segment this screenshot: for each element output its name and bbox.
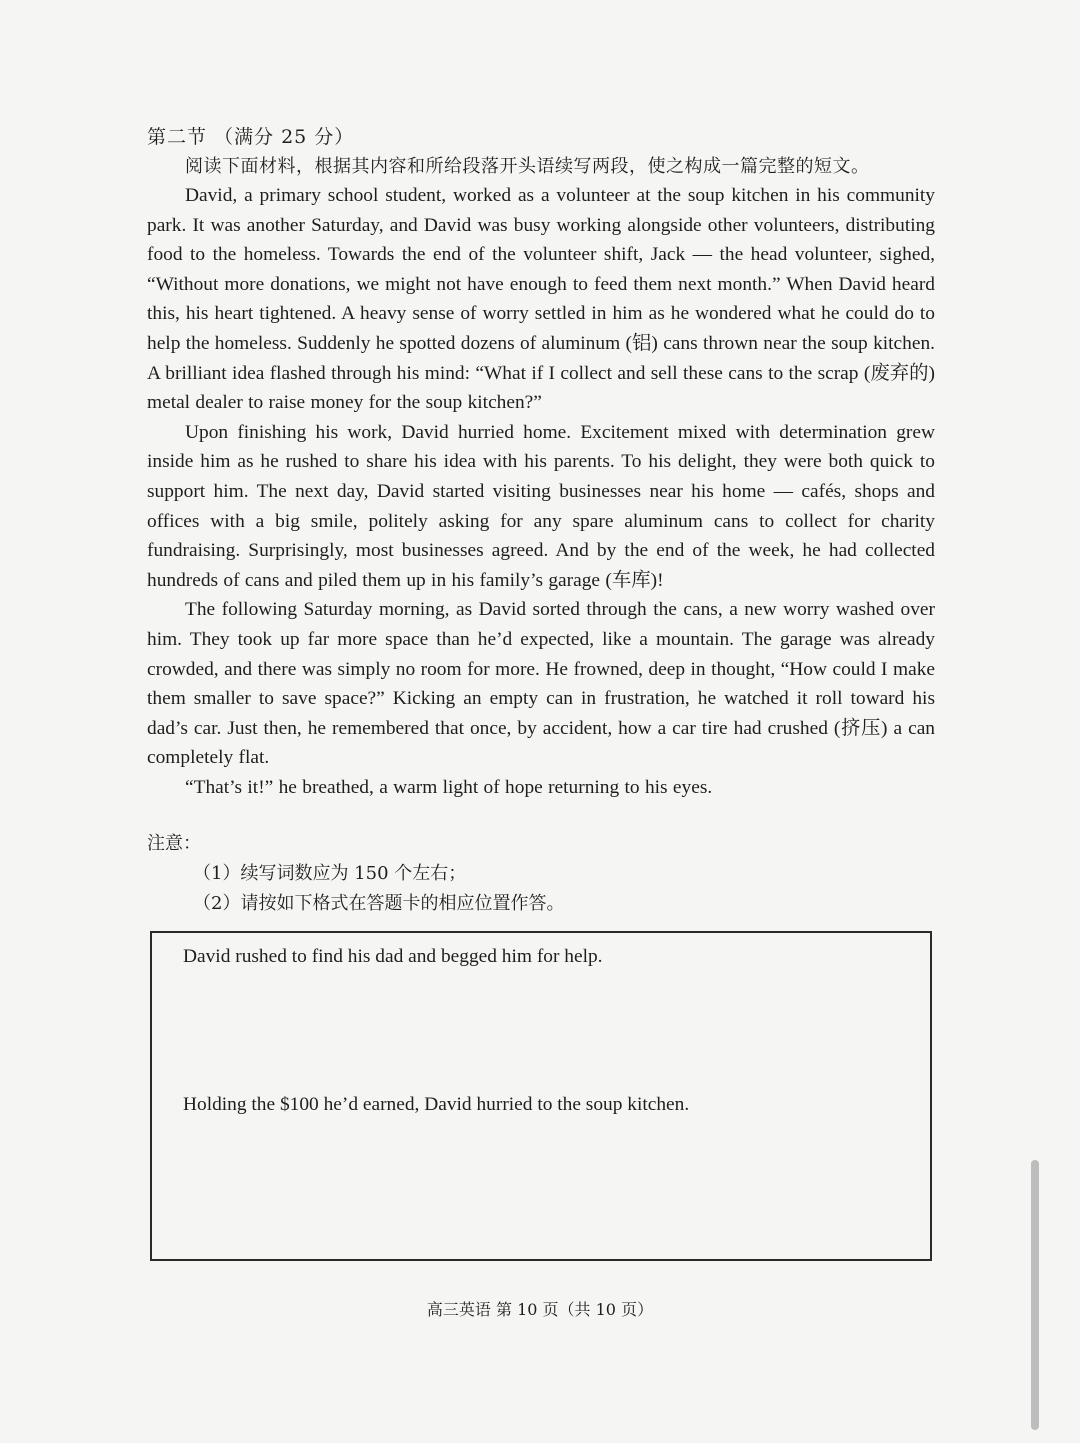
- passage-paragraph-4: “That’s it!” he breathed, a warm light of hope returning to his eyes.: [185, 776, 713, 798]
- passage-paragraph-1: David, a primary school student, worked as a volunteer at the soup kitchen in his community park. It was another Saturday, and David was busy working alongside other volunteers, distributing food to the homeless. Towards the end of the volunteer shift, Jack — the head volunteer, sighed, “Without more donations, we might not have enough to feed them next month.” When David heard this, his heart tightened. A heavy sense of worry settled in him as he wondered what he could do to help the homeless. Suddenly he spotted dozens of aluminum (铝) cans thrown near the soup kitchen. A brilliant idea flashed through his mind: “What if I collect and sell these cans to the scrap (废弃的) metal dealer to raise money for the soup kitchen?”: [147, 185, 935, 414]
- paragraph-opening-2: Holding the $100 he’d earned, David hurried to the soup kitchen.: [183, 1094, 690, 1115]
- section-instruction: 阅读下面材料，根据其内容和所给段落开头语续写两段，使之构成一篇完整的短文。: [185, 156, 870, 177]
- notes-section: [147, 829, 935, 919]
- note-item-word-count: （1）续写词数应为 150 个左右；: [193, 863, 467, 884]
- page-footer: 高三英语 第 10 页（共 10 页）: [426, 1300, 654, 1319]
- notes-title: 注意：: [147, 833, 201, 854]
- section-title: 第二节 （满分 25 分）: [147, 126, 355, 148]
- passage-paragraph-3: The following Saturday morning, as David sorted through the cans, a new worry washed over him. They took up far more space than he’d expected, like a mountain. The garage was already crowded, and there was simply no room for more. He frowned, deep in thought, “How could I make them smaller to save space?” Kicking an empty can in frustration, he watched it roll toward his dad’s car. Just then, he remembered that once, by accident, how a car tire had crushed (挤压) a can completely flat.: [147, 599, 935, 769]
- note-item-format: （2）请按如下格式在答题卡的相应位置作答。: [193, 893, 565, 914]
- reading-section: [147, 122, 935, 802]
- paragraph-opening-1: David rushed to find his dad and begged him for help.: [183, 946, 603, 967]
- passage-paragraph-2: Upon finishing his work, David hurried home. Excitement mixed with determination grew inside him as he rushed to share his idea with his parents. To his delight, they were both quick to support him. The next day, David started visiting businesses near his home — cafés, shops and offices with a big smile, politely asking for any spare aluminum cans to collect for charity fundraising. Surprisingly, most businesses agreed. And by the end of the week, he had collected hundreds of cans and piled them up in his family’s garage (车库)!: [147, 421, 935, 591]
- answer-box: [150, 931, 932, 1261]
- scrollbar-thumb[interactable]: [1031, 1160, 1039, 1430]
